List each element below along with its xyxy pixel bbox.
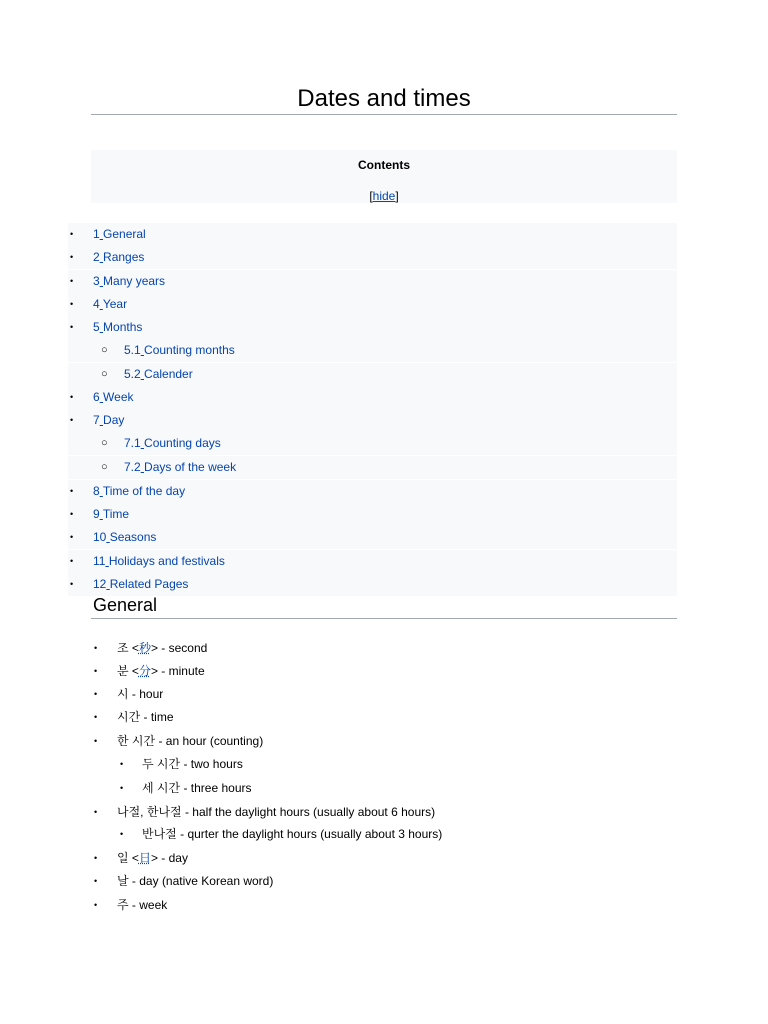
korean-term: 반나절 (142, 827, 177, 841)
toc-link-3[interactable] (93, 270, 165, 293)
toc-item (0, 270, 768, 293)
list-bullet: • (120, 829, 124, 839)
toc-label: Year (102, 297, 128, 311)
english-meaning: - time (140, 710, 174, 724)
bracket-open: < (128, 664, 139, 678)
toc-row-background (68, 409, 677, 432)
toc-item (0, 550, 768, 573)
toc-link-12[interactable] (93, 573, 188, 596)
korean-term: 조 (117, 641, 129, 655)
toc-bullet: • (70, 322, 74, 332)
toc-bullet: • (70, 415, 74, 425)
toc-link-8[interactable] (93, 480, 185, 503)
toc-toggle-open-bracket: [ (369, 189, 373, 203)
list-bullet: • (94, 712, 98, 722)
list-item (0, 850, 768, 866)
toc-number: 5 (93, 320, 100, 334)
toc-number: 3 (93, 274, 100, 288)
toc-number: 4 (93, 297, 100, 311)
list-bullet: • (94, 853, 98, 863)
korean-term: 나절, 한나절 (117, 805, 182, 819)
toc-number: 10 (93, 530, 107, 544)
list-item-text (142, 756, 243, 772)
english-meaning: - hour (128, 687, 164, 701)
toc-item (0, 503, 768, 526)
list-item (0, 640, 768, 656)
korean-term: 날 (117, 874, 129, 888)
toc-number: 7 (93, 413, 100, 427)
toc-sub-bullet: ○ (101, 344, 108, 356)
toc-label: Holidays and festivals (108, 554, 225, 568)
list-bullet: • (94, 807, 98, 817)
list-item-text (142, 826, 442, 842)
toc-link-5-1[interactable] (124, 339, 235, 362)
toc-item (0, 573, 768, 596)
english-meaning: - qurter the daylight hours (usually about 3 hours) (176, 827, 443, 841)
toc-row-background (68, 386, 677, 409)
toc-number: 7.2 (124, 460, 141, 474)
toc-item (0, 246, 768, 269)
list-item-text (117, 873, 273, 889)
bracket-open: < (128, 641, 139, 655)
list-item (0, 709, 768, 725)
toc-link-1[interactable] (93, 223, 146, 246)
toc-bullet: • (70, 252, 74, 262)
toc-link-5[interactable] (93, 316, 142, 339)
toc-item (0, 223, 768, 246)
toc-label: Related Pages (109, 577, 189, 591)
list-item (0, 804, 768, 820)
list-item-text (117, 686, 163, 702)
toc-number: 5.1 (124, 343, 141, 357)
list-item-text (117, 663, 205, 679)
toc-link-10[interactable] (93, 526, 156, 549)
korean-term: 시간 (117, 710, 141, 724)
toc-number: 5.2 (124, 367, 141, 381)
toc-bullet: • (70, 509, 74, 519)
list-bullet: • (94, 900, 98, 910)
toc-item (0, 480, 768, 503)
bracket-close: > (150, 641, 158, 655)
list-bullet: • (120, 783, 124, 793)
korean-term: 일 (117, 851, 129, 865)
section-heading-general: General (93, 595, 158, 615)
toc-title: Contents (358, 158, 410, 172)
toc-toggle-close-bracket: ] (395, 189, 399, 203)
toc-bullet: • (70, 392, 74, 402)
toc-bullet: • (70, 299, 74, 309)
list-item (0, 756, 768, 772)
toc-row-background (68, 503, 677, 526)
toc-number: 6 (93, 390, 100, 404)
english-meaning: - half the daylight hours (usually about 6 hours) (181, 805, 436, 819)
toc-item (0, 432, 768, 455)
toc-link-7-2[interactable] (124, 456, 236, 479)
toc-number: 9 (93, 507, 100, 521)
toc-hide-link[interactable]: hide (372, 189, 396, 203)
list-bullet: • (120, 759, 124, 769)
english-meaning: - day (native Korean word) (128, 874, 274, 888)
list-bullet: • (94, 736, 98, 746)
toc-link-5-2[interactable] (124, 363, 193, 386)
toc-bullet: • (70, 556, 74, 566)
toc-item (0, 409, 768, 432)
toc-link-2[interactable] (93, 246, 144, 269)
list-item-text (142, 780, 252, 796)
english-meaning: - day (157, 851, 188, 865)
toc-row-background (68, 223, 677, 246)
toc-item (0, 293, 768, 316)
hanja-link[interactable]: 日 (138, 851, 151, 865)
list-item (0, 686, 768, 702)
korean-term: 분 (117, 664, 129, 678)
list-item-text (117, 850, 188, 866)
bracket-close: > (150, 664, 158, 678)
toc-bullet: • (70, 276, 74, 286)
list-bullet: • (94, 666, 98, 676)
list-item (0, 663, 768, 679)
toc-label: Days of the week (144, 460, 237, 474)
toc-link-9[interactable] (93, 503, 129, 526)
list-item (0, 897, 768, 913)
toc-link-4[interactable] (93, 293, 127, 316)
toc-item (0, 363, 768, 386)
toc-label: Seasons (109, 530, 157, 544)
toc-item (0, 526, 768, 549)
english-meaning: - second (157, 641, 208, 655)
list-item-text (117, 709, 174, 725)
english-meaning: - two hours (180, 757, 243, 771)
toc-bullet: • (70, 532, 74, 542)
list-item (0, 780, 768, 796)
list-item-text (117, 733, 263, 749)
toc-number: 1 (93, 227, 100, 241)
toc-row-background (68, 246, 677, 269)
english-meaning: - an hour (counting) (155, 734, 264, 748)
toc-number: 2 (93, 250, 100, 264)
list-item-text (117, 804, 435, 820)
toc-item (0, 339, 768, 362)
list-item-text (117, 640, 207, 656)
korean-term: 주 (117, 898, 129, 912)
hanja-link[interactable]: 秒 (138, 641, 151, 655)
list-item (0, 826, 768, 842)
toc-label: Ranges (103, 250, 145, 264)
english-meaning: - three hours (180, 781, 252, 795)
toc-label: Counting days (144, 436, 221, 450)
toc-item (0, 386, 768, 409)
toc-label: Week (103, 390, 134, 404)
toc-link-7-1[interactable] (124, 432, 221, 455)
list-item-text (117, 897, 167, 913)
list-bullet: • (94, 876, 98, 886)
english-meaning: - minute (157, 664, 205, 678)
korean-term: 시 (117, 687, 129, 701)
korean-term: 한 시간 (117, 734, 156, 748)
list-item (0, 873, 768, 889)
toc-link-6[interactable] (93, 386, 134, 409)
toc-row-background (68, 526, 677, 549)
toc-label: Counting months (144, 343, 235, 357)
toc-label: Many years (103, 274, 166, 288)
korean-term: 두 시간 (142, 757, 181, 771)
toc-bullet: • (70, 229, 74, 239)
bracket-close: > (150, 851, 158, 865)
toc-number: 12 (93, 577, 107, 591)
toc-label: Day (103, 413, 125, 427)
toc-link-7[interactable] (93, 409, 124, 432)
toc-row-background (68, 316, 677, 339)
list-bullet: • (94, 643, 98, 653)
section-divider (91, 618, 677, 619)
toc-label: Time (102, 507, 130, 521)
toc-label: Months (103, 320, 143, 334)
toc-label: Time of the day (102, 484, 186, 498)
korean-term: 세 시간 (142, 781, 181, 795)
toc-item (0, 316, 768, 339)
list-bullet: • (94, 689, 98, 699)
page-title: Dates and times (297, 85, 471, 112)
list-item (0, 733, 768, 749)
hanja-link[interactable]: 分 (138, 664, 151, 678)
toc-sub-bullet: ○ (101, 437, 108, 449)
toc-number: 8 (93, 484, 100, 498)
toc-sub-bullet: ○ (101, 368, 108, 380)
toc-sub-bullet: ○ (101, 461, 108, 473)
toc-item (0, 456, 768, 479)
toc-row-background (68, 293, 677, 316)
toc-bullet: • (70, 486, 74, 496)
toc-number: 11 (93, 554, 106, 568)
toc-label: Calender (144, 367, 193, 381)
toc-link-11[interactable] (93, 550, 225, 573)
english-meaning: - week (128, 898, 168, 912)
toc-number: 7.1 (124, 436, 141, 450)
toc-label: General (103, 227, 146, 241)
toc-bullet: • (70, 579, 74, 589)
bracket-open: < (128, 851, 139, 865)
